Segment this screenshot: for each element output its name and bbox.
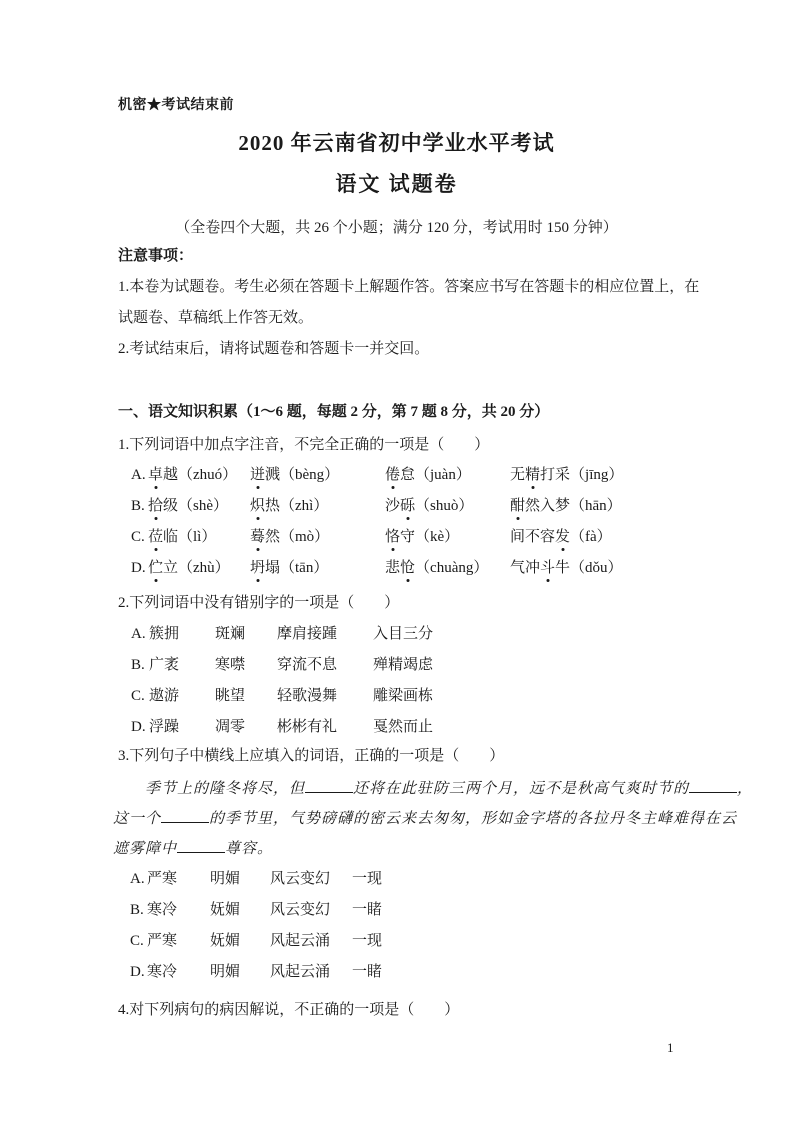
q1-a-word1: 卓越（zhuó） <box>148 467 238 483</box>
q3-passage-line2: 这一个 的季节里，气势磅礴的密云来去匆匆，形如金字塔的各拉丹冬主峰难得在云 <box>113 808 737 829</box>
notice-item2: 2.考试结束后，请将试题卷和答题卡一并交回。 <box>118 341 430 357</box>
option-label: A. <box>131 467 146 483</box>
section1-heading: 一、语文知识积累（1～6 题，每题 2 分，第 7 题 8 分，共 20 分） <box>118 404 550 420</box>
q3-passage-line1: 季节上的隆冬将尽，但 还将在此驻防三两个月，远不是秋高气爽时节的 ， <box>145 778 753 799</box>
exam-title: 2020 年云南省初中学业水平考试 <box>238 131 555 155</box>
notice-item1-line1: 1.本卷为试题卷。考生必须在答题卡上解题作答。答案应书写在答题卡的相应位置上，在 <box>118 279 700 295</box>
q3-option-d: D. 寒冷 明媚 风起云涌 一睹 <box>130 964 383 980</box>
q2-prompt: 2.下列词语中没有错别字的一项是（ ） <box>118 595 400 611</box>
q1-b-word1: 拾级（shè） <box>148 498 229 514</box>
q3-option-c: C. 严寒 妩媚 风起云涌 一现 <box>130 933 383 949</box>
q1-prompt: 1.下列词语中加点字注音，不完全正确的一项是（ ） <box>118 437 490 453</box>
q1-c-word4: 间不容发（fà） <box>510 529 612 545</box>
q2-option-b: B. 广袤 寒噤 穿流不息 殚精竭虑 <box>131 657 434 673</box>
option-label: B. <box>131 498 145 514</box>
q3-prompt: 3.下列句子中横线上应填入的词语，正确的一项是（ ） <box>118 748 505 764</box>
q1-c-word2: 蓦然（mò） <box>250 529 330 545</box>
q3-option-b: B. 寒冷 妩媚 风云变幻 一睹 <box>130 902 383 918</box>
q1-d-word2: 坍塌（tān） <box>250 560 329 576</box>
blank-underline <box>177 838 225 853</box>
q1-option-b <box>131 496 622 516</box>
option-label: D. <box>131 560 146 576</box>
confidential-label: 机密★考试结束前 <box>118 98 234 113</box>
q1-a-word4: 无精打采（jīng） <box>510 467 624 483</box>
q3-option-a: A. 严寒 明媚 风云变幻 一现 <box>130 871 383 887</box>
blank-underline <box>305 778 353 793</box>
q1-option-d <box>131 558 623 578</box>
q1-b-word2: 炽热（zhì） <box>250 498 329 514</box>
q1-a-word2: 迸溅（bèng） <box>250 467 340 483</box>
q2-option-d: D. 浮躁 凋零 彬彬有礼 戛然而止 <box>131 719 434 735</box>
q2-option-c: C. 遨游 眺望 轻歌漫舞 雕梁画栋 <box>131 688 434 704</box>
q1-d-word1: 伫立（zhù） <box>148 560 230 576</box>
q2-option-a: A. 簇拥 斑斓 摩肩接踵 入目三分 <box>131 626 434 642</box>
q1-b-word3: 沙砾（shuò） <box>385 498 474 514</box>
blank-underline <box>161 808 209 823</box>
q1-option-c <box>131 527 612 547</box>
q1-d-word3: 悲怆（chuàng） <box>385 560 489 576</box>
notice-heading: 注意事项： <box>118 248 194 264</box>
q1-option-a <box>131 465 623 485</box>
q1-c-word3: 恪守（kè） <box>385 529 460 545</box>
q1-a-word3: 倦怠（juàn） <box>385 467 471 483</box>
q1-c-word1: 莅临（lì） <box>148 529 217 545</box>
q1-d-word4: 气冲斗牛（dǒu） <box>510 560 623 576</box>
q3-passage-line3: 遮雾障中 尊容。 <box>113 838 273 859</box>
page-number: 1 <box>667 1040 674 1055</box>
paper-subtitle: 语文 试题卷 <box>335 172 458 196</box>
exam-info: （全卷四个大题，共 26 个小题；满分 120 分，考试用时 150 分钟） <box>175 220 618 236</box>
blank-underline <box>689 778 737 793</box>
q4-prompt: 4.对下列病句的病因解说，不正确的一项是（ ） <box>118 1002 460 1018</box>
q1-b-word4: 酣然入梦（hān） <box>510 498 622 514</box>
option-label: C. <box>131 529 145 545</box>
notice-item1-line2: 试题卷、草稿纸上作答无效。 <box>118 310 314 326</box>
